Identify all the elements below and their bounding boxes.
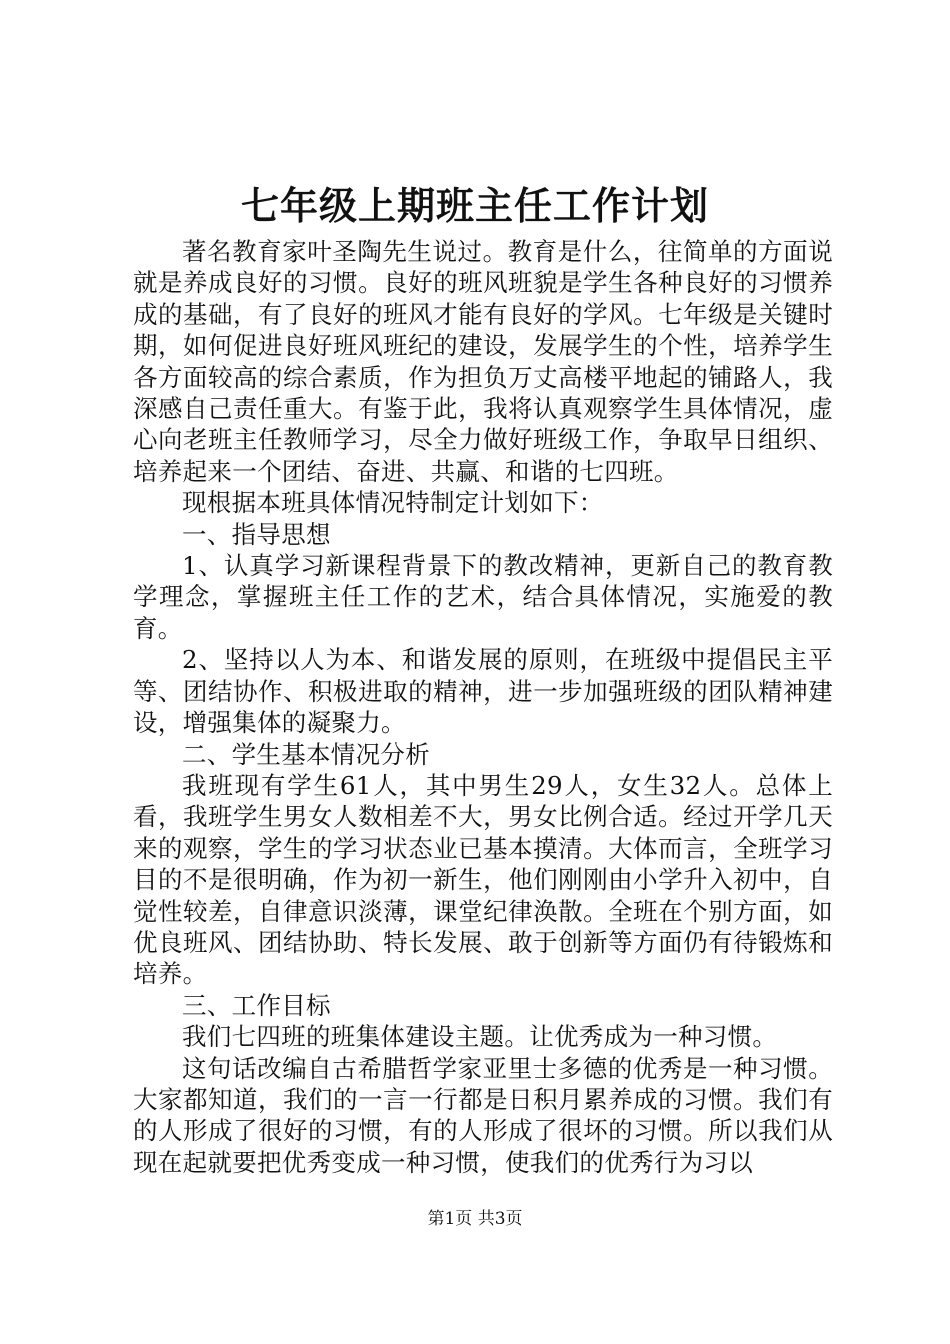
paragraph: 2、坚持以人为本、和谐发展的原则，在班级中提倡民主平等、团结协作、积极进取的精神，进一步加强班级的团队精神建设，增强集体的凝聚力。 <box>133 645 833 738</box>
paragraph: 我班现有学生61人，其中男生29人，女生32人。总体上看，我班学生男女人数相差不大，男女比例合适。经过开学几天来的观察，学生的学习状态业已基本摸清。大体而言，全班学习目的不是很明确，作为初一新生，他们刚刚由小学升入初中，自觉性较差，自律意识淡薄，课堂纪律涣散。全班在个别方面，如优良班风、团结协助、特长发展、敢于创新等方面仍有待锻炼和培养。 <box>133 770 833 989</box>
paragraph: 现根据本班具体情况特制定计划如下： <box>182 488 604 518</box>
document-body <box>133 236 833 1178</box>
paragraph: 这句话改编自古希腊哲学家亚里士多德的优秀是一种习惯。大家都知道，我们的一言一行都是日积月累养成的习惯。我们有的人形成了很好的习惯，有的人形成了很坏的习惯。所以我们从现在起就要把优秀变成一种习惯，使我们的优秀行为习以 <box>133 1053 833 1177</box>
section-heading: 一、指导思想 <box>182 519 331 549</box>
page-number-footer: 第1页 共3页 <box>427 1209 523 1229</box>
paragraph: 1、认真学习新课程背景下的教改精神，更新自己的教育教学理念，掌握班主任工作的艺术，结合具体情况，实施爱的教育。 <box>133 551 833 643</box>
paragraph: 我们七四班的班集体建设主题。让优秀成为一种习惯。 <box>182 1022 778 1052</box>
document-title: 七年级上期班主任工作计划 <box>240 183 709 228</box>
paragraph: 著名教育家叶圣陶先生说过。教育是什么，往简单的方面说就是养成良好的习惯。良好的班风班貌是学生各种良好的习惯养成的基础，有了良好的班风才能有良好的学风。七年级是关键时期，如何促进良好班风班纪的建设，发展学生的个性，培养学生各方面较高的综合素质，作为担负万丈高楼平地起的铺路人，我深感自己责任重大。有鉴于此，我将认真观察学生具体情况，虚心向老班主任教师学习，尽全力做好班级工作，争取早日组织、培养起来一个团结、奋进、共赢、和谐的七四班。 <box>133 237 833 486</box>
section-heading: 三、工作目标 <box>182 990 331 1020</box>
section-heading: 二、学生基本情况分析 <box>182 739 430 769</box>
